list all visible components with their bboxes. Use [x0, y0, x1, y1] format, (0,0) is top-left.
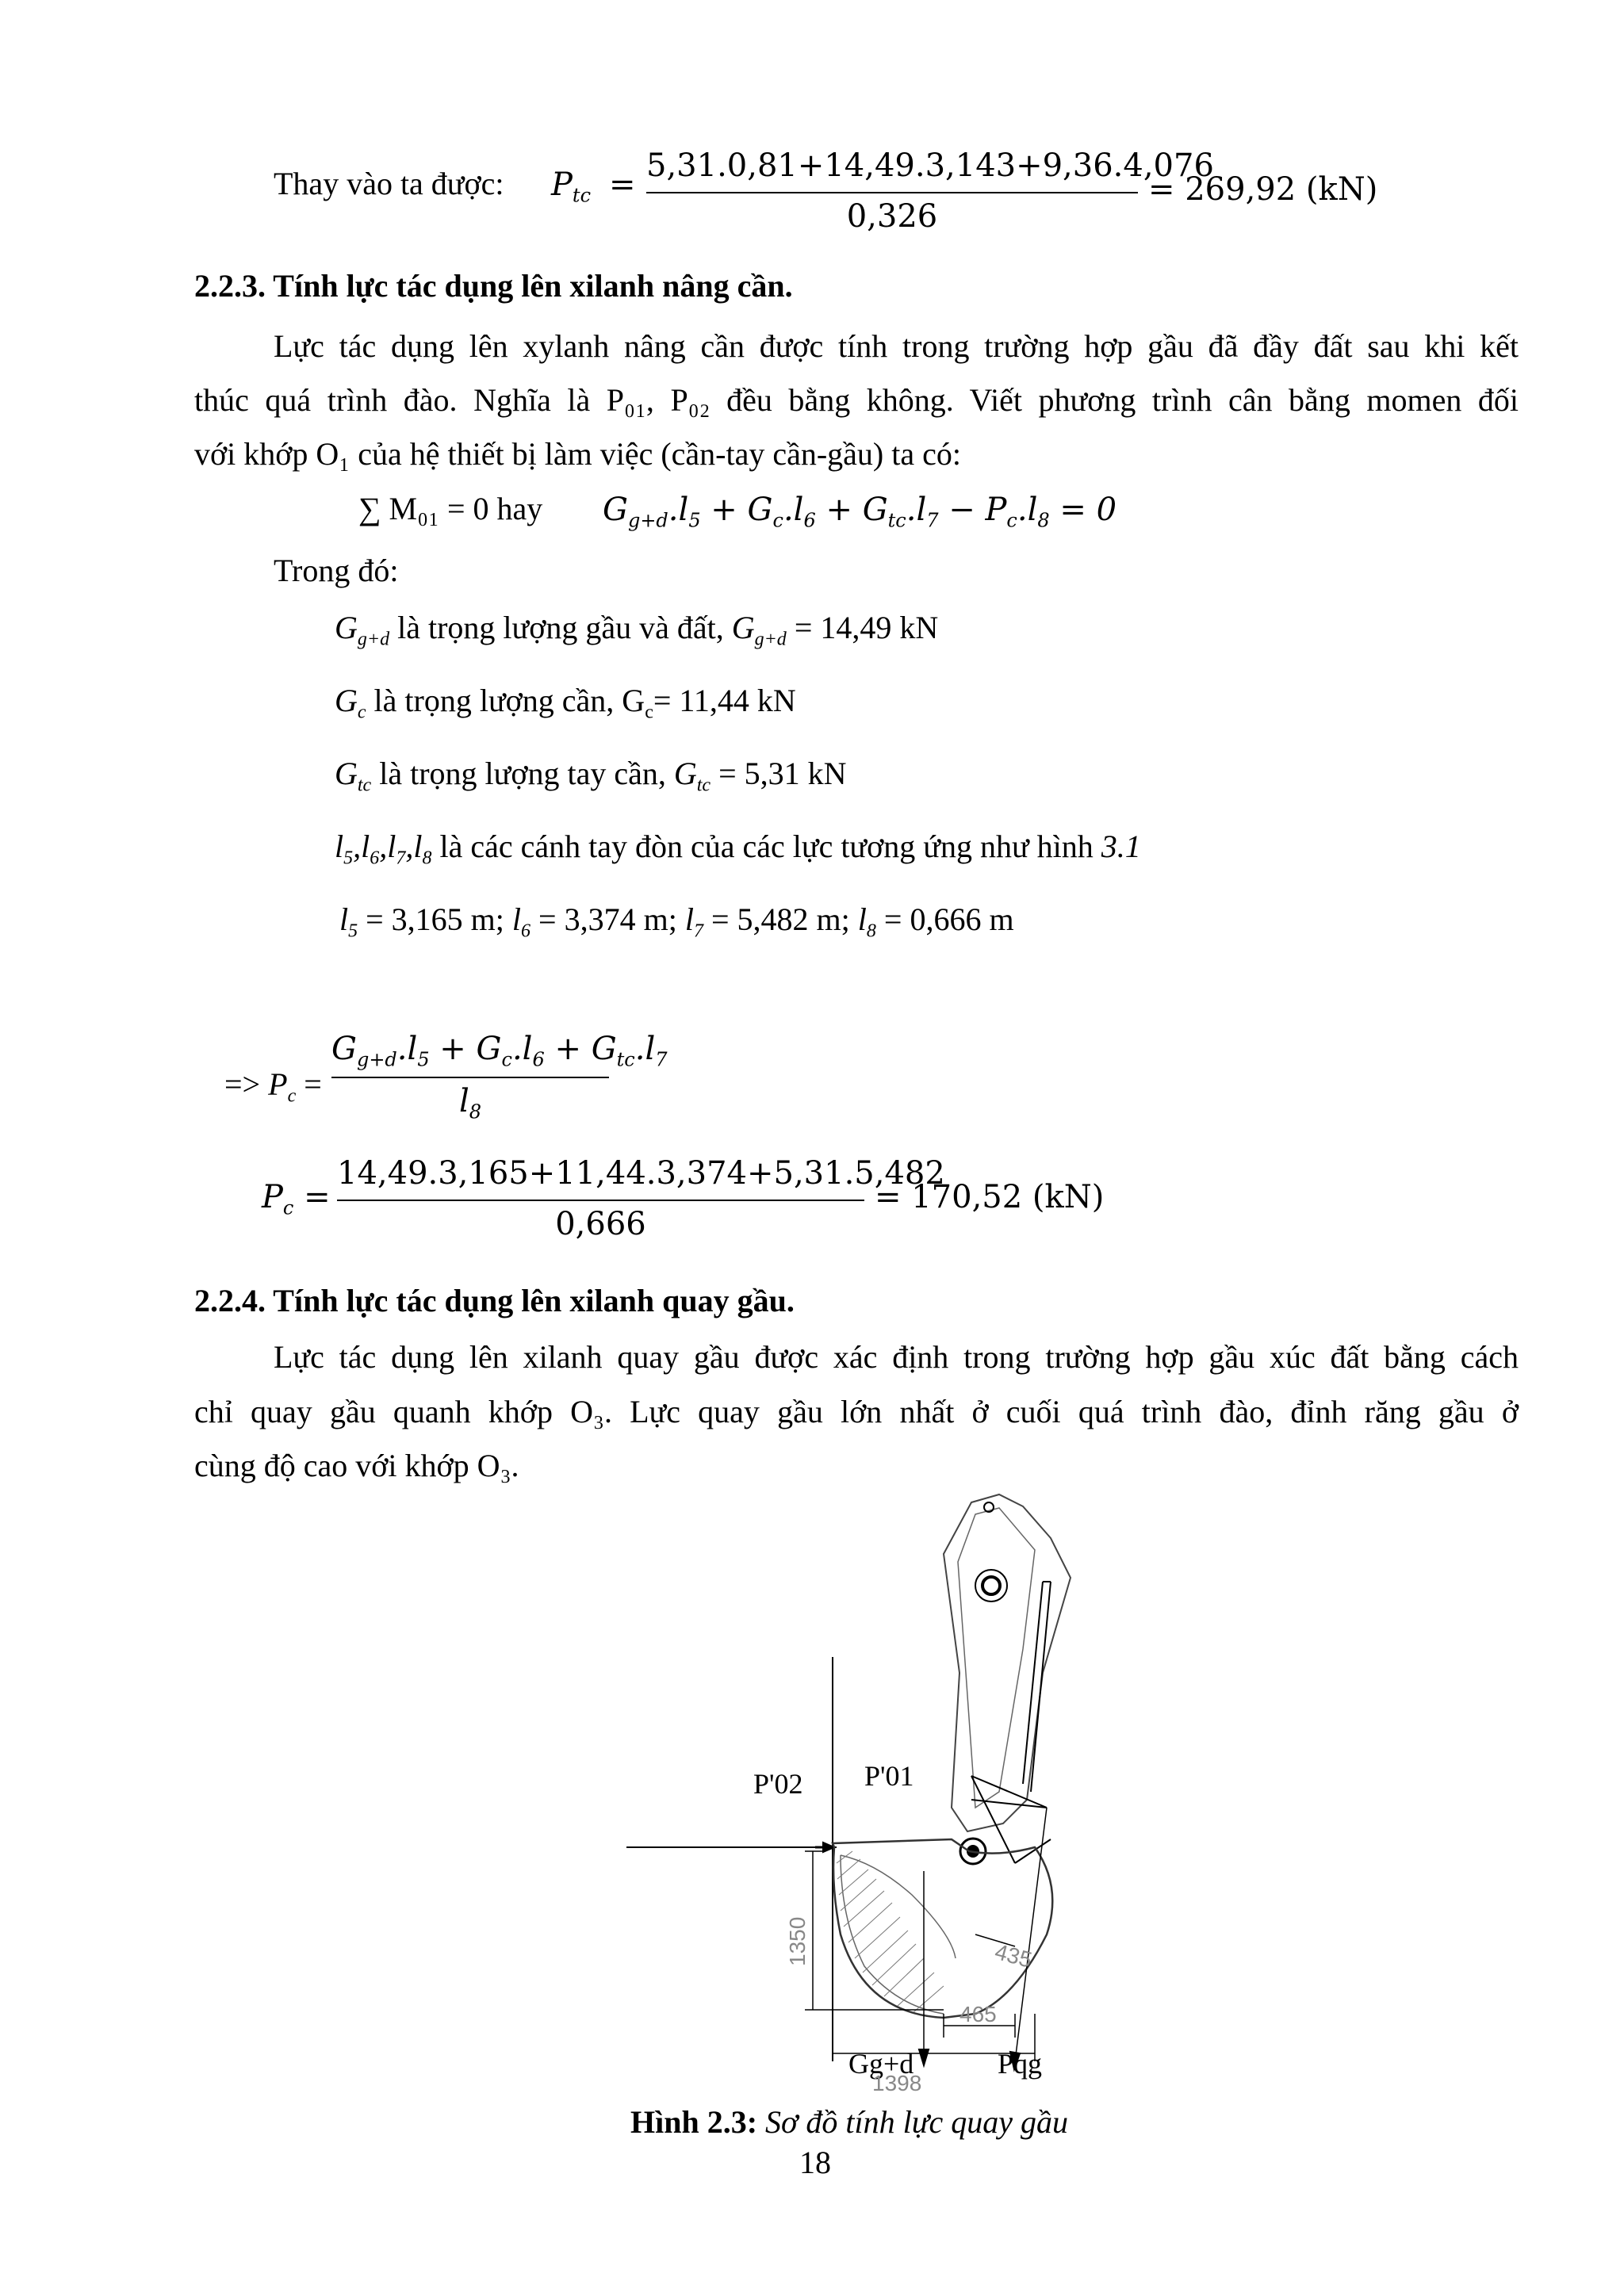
dim-1398: 1398 — [872, 2071, 922, 2093]
para-224-line-2: chỉ quay gầu quanh khớp O₃. Lực quay gầu lớn nhất ở cuối quá trình đào, đỉnh răng gầu ở — [194, 1394, 1519, 1429]
intro-prefix: Thay vào ta được: — [274, 166, 504, 201]
heading-2-2-4: 2.2.4. Tính lực tác dụng lên xilanh quay gầu. — [194, 1283, 795, 1318]
para-223-line-2: thúc quá trình đào. Nghĩa là P₀₁, P₀₂ đều bằng không. Viết phương trình cân bằng momen đối — [194, 382, 1519, 418]
def-ggd: $G_{g+d}$ là trọng lượng gầu và đất, $G_{g+d} = 14,49$ kN — [335, 610, 939, 650]
ptc-fraction-bar — [646, 192, 1138, 193]
dim-435: 435 — [992, 1938, 1035, 1973]
pc-arrow: => $P_c$ = — [224, 1066, 322, 1107]
pc-numeric-result: = 170,52 (kN) — [875, 1179, 1105, 1215]
upper-pin-outer — [975, 1570, 1007, 1601]
pc-numeric-fraction — [337, 1155, 945, 1242]
def-gc: $G_c$ là trọng lượng cần, $G_c= 11,44$ kN — [335, 683, 796, 723]
pc-symbolic-bar — [331, 1077, 609, 1078]
para-223-line-1: Lực tác dụng lên xylanh nâng cần được tính trong trường hợp gầu đã đầy đất sau khi kết — [274, 328, 1519, 364]
pc-numeric-num: 14,49.3,165+11,44.3,374+5,31.5,482 — [337, 1155, 945, 1192]
ptc-result: = 269,92 (kN) — [1148, 171, 1378, 208]
label-p01: P'01 — [864, 1760, 914, 1792]
para-224-line-3: cùng độ cao với khớp O₃. — [194, 1448, 519, 1483]
label-pqg: Pqg — [998, 2048, 1043, 2080]
ptc-numerator: 5,31.0,81+14,49.3,143+9,36.4,076 — [646, 147, 1214, 184]
ptc-symbol — [551, 166, 592, 207]
moment-eq-left: ∑ M₀₁ = 0 hay — [358, 491, 543, 526]
trong-do: Trong đó: — [274, 553, 399, 588]
page-number: 18 — [799, 2145, 831, 2180]
ptc-fraction — [646, 147, 1214, 235]
def-lever-values: $l_5 = 3,165$ m; $l_6 = 3,374$ m; $l_7 = 5,482$ m; $l_8 = 0,666$ m — [339, 901, 1014, 942]
pc-symbolic-fraction — [331, 1031, 668, 1126]
label-p02: P'02 — [753, 1768, 803, 1800]
dim-465: 465 — [959, 2002, 997, 2026]
bucket-outline — [833, 1839, 1052, 2018]
pc-numeric-den: 0,666 — [555, 1206, 646, 1242]
dim-1350: 1350 — [785, 1916, 810, 1966]
bucket-diagram — [603, 1490, 1158, 2093]
ptc-equals: = — [609, 166, 636, 203]
def-lever-arms: $l_5,l_6,l_7,l_8$ là các cánh tay đòn của các lực tương ứng như hình 3.1 — [335, 828, 1141, 869]
label-gg-d: Gg+d — [848, 2048, 914, 2080]
para-224-line-1: Lực tác dụng lên xilanh quay gầu được xác định trong trường hợp gầu xúc đất bằng cách — [274, 1339, 1519, 1375]
para-223-line-3: với khớp O₁ của hệ thiết bị làm việc (cần-tay cần-gầu) ta có: — [194, 436, 961, 472]
def-gtc: $G_{tc}$ là trọng lượng tay cần, $G_{tc} = 5,31$ kN — [335, 756, 847, 796]
ptc-p: P — [551, 166, 573, 203]
pc-symbolic-den: $l_8$ — [458, 1083, 482, 1123]
pc-numeric-bar — [337, 1200, 864, 1201]
ptc-denominator: 0,326 — [846, 198, 938, 235]
figure-caption — [630, 2104, 1069, 2140]
heading-2-2-3: 2.2.3. Tính lực tác dụng lên xilanh nâng cần. — [194, 268, 793, 304]
moment-equation: $G_{g+d}.l_5 + G_c.l_6 + G_{tc}.l_7 - P_c.l_8 = 0$ — [603, 492, 1117, 532]
caption-text: Sơ đồ tính lực quay gầu — [765, 2104, 1069, 2140]
caption-label: Hình 2.3: — [630, 2104, 758, 2140]
pc-symbolic-num: $G_{g+d}.l_5 + G_c.l_6 + G_{tc}.l_7$ — [331, 1031, 668, 1071]
ptc-sub: tc — [572, 184, 592, 207]
pc-numeric-lhs: $P_c$ = — [262, 1179, 331, 1219]
